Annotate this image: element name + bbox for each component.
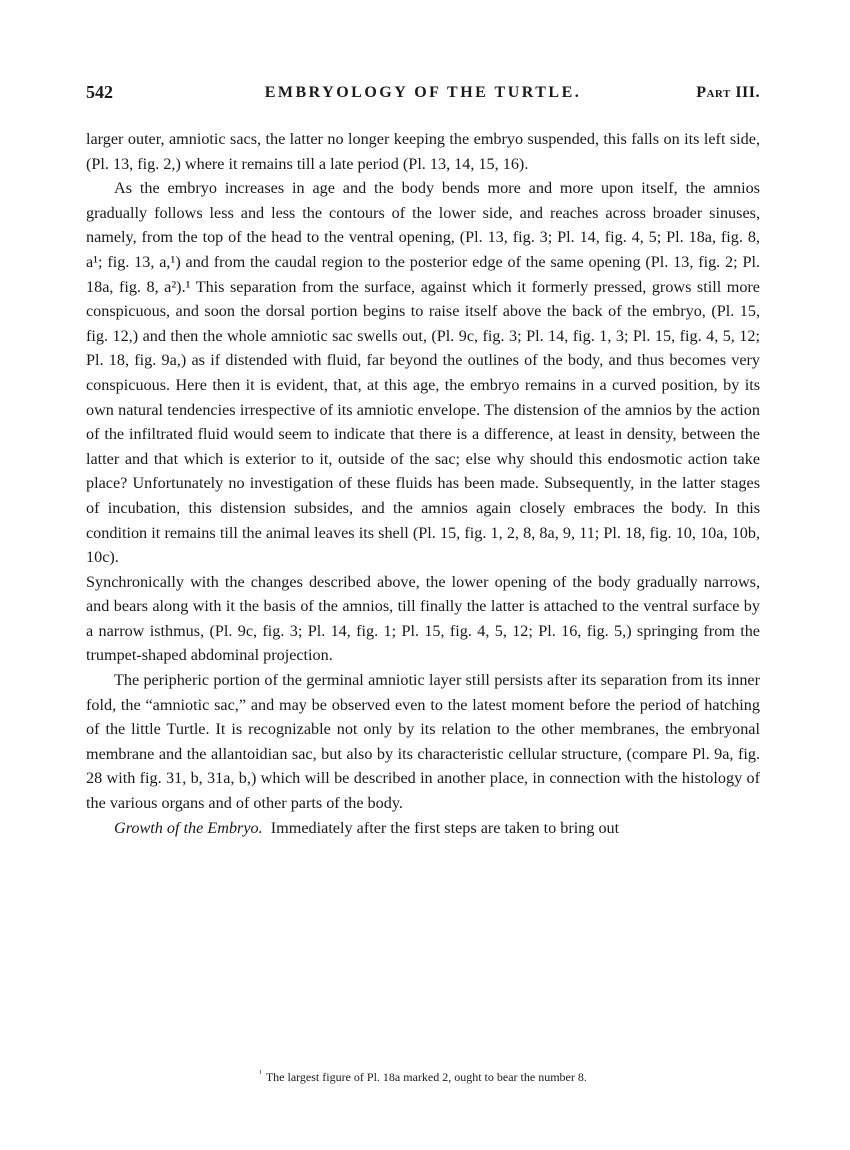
footnote-text: The largest figure of Pl. 18a marked 2, ought to bear the number 8. (265, 1070, 587, 1084)
part-label: Part III. (696, 84, 760, 101)
body-text (86, 127, 760, 840)
paragraph-growth-text: Immediately after the first steps are taken to bring out (270, 818, 620, 837)
page-number: 542 (86, 82, 113, 102)
footnote-mark: ¹ (259, 1068, 262, 1078)
footnote (86, 1068, 760, 1085)
paragraph-amnios-growth: As the embryo increases in age and the body bends more and more upon itself, the amnios gradually follows less and less the contours of the lower side, and reaches across broader sinuses, namely, from the top of the head to the ventral opening, (Pl. 13, fig. 3; Pl. 14, fig. 4, 5; Pl. 18a, fig. 8, a¹; fig. 13, a,¹) and from the caudal region to the posterior edge of the same opening (Pl. 13, fig. 2; Pl. 18a, fig. 8, a²).¹ This separation from the surface, against which it formerly pressed, grows still more conspicuous, and soon the dorsal portion begins to raise itself above the back of the embryo, (Pl. 15, fig. 12,) and then the whole amniotic sac swells out, (Pl. 9c, fig. 3; Pl. 14, fig. 1, 3; Pl. 15, fig. 4, 5, 12; Pl. 18, fig. 9a,) as if distended with fluid, far beyond the outlines of the body, and thus becomes very conspicuous. Here then it is evident, that, at this age, the embryo remains in a curved position, by its own natural tendencies irrespective of its amniotic envelope. The distension of the amnios by the action of the infiltrated fluid would seem to indicate that there is a difference, at least in density, between the latter and that which is exterior to it, outside of the sac; else why should this endosmotic action take place? Unfortunately no investigation of these fluids has been made. Subsequently, in the latter stages of incubation, this distension subsides, and the amnios again closely embraces the body. In this condition it remains till the animal leaves its shell (Pl. 15, fig. 1, 2, 8, 8a, 9, 11; Pl. 18, fig. 10, 10a, 10b, 10c). (86, 179, 760, 567)
paragraph-continuation: larger outer, amniotic sacs, the latter no longer keeping the embryo suspended, this falls on its left side, (Pl. 13, fig. 2,) where it remains till a late period (Pl. 13, 14, 15, 16). (86, 130, 760, 173)
section-heading-growth: Growth of the Embryo. (114, 818, 263, 837)
running-head (86, 82, 760, 108)
running-title: EMBRYOLOGY OF THE TURTLE. (264, 84, 582, 101)
paragraph-growth-of-embryo (86, 816, 760, 841)
paragraph-peripheric-portion: The peripheric portion of the germinal amniotic layer still persists after its separation from its inner fold, the “amniotic sac,” and may be observed even to the latest moment before the period of hatching of the little Turtle. It is recognizable not only by its relation to the other membranes, the embryonal membrane and the allantoidian sac, but also by its characteristic cellular structure, (compare Pl. 9a, fig. 28 with fig. 31, b, 31a, b,) which will be described in another place, in connection with the histology of the various organs and of other parts of the body. (86, 671, 760, 813)
paragraph-synchronically: Synchronically with the changes described above, the lower opening of the body gradually narrows, and bears along with it the basis of the amnios, till finally the latter is attached to the ventral surface by a narrow isthmus, (Pl. 9c, fig. 3; Pl. 14, fig. 1; Pl. 15, fig. 4, 5, 12; Pl. 16, fig. 5,) springing from the trumpet-shaped abdominal projection. (86, 572, 760, 665)
